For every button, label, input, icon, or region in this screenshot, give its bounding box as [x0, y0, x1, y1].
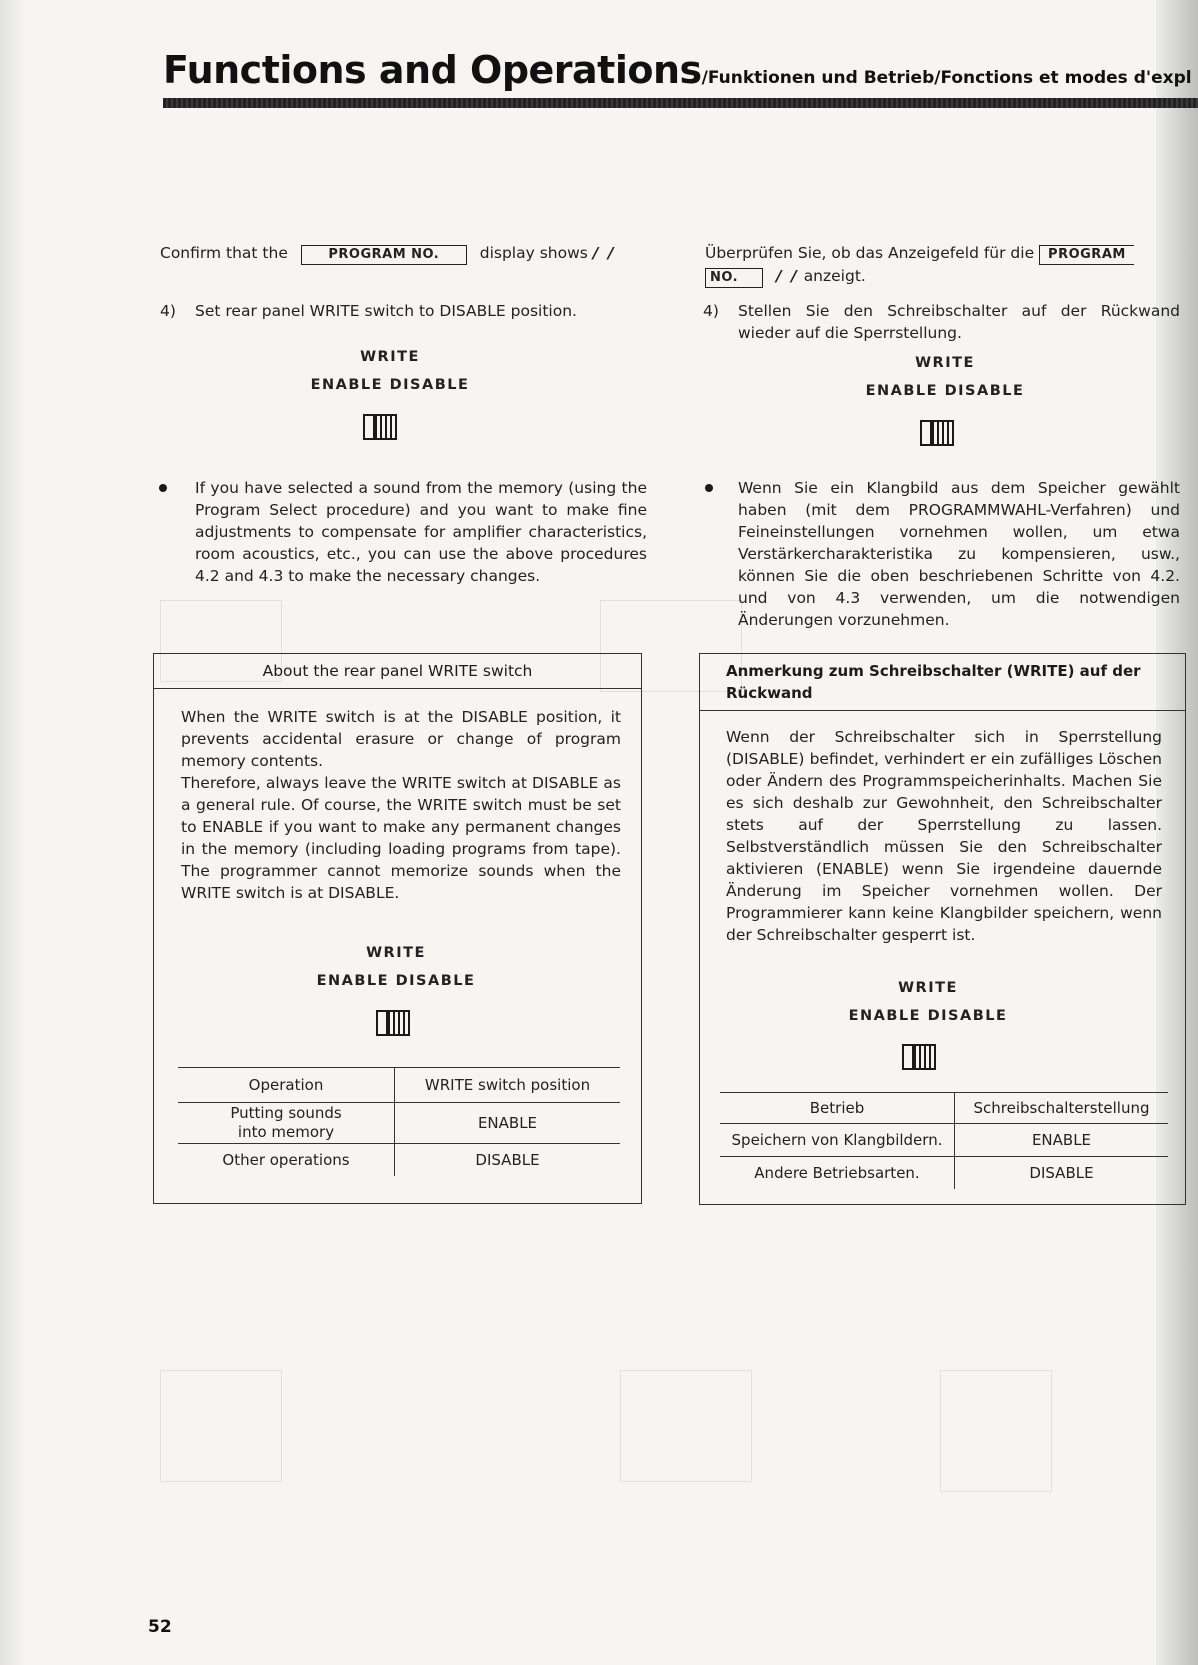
left-confirm-suffix: display shows [479, 244, 588, 262]
left-operation-table [178, 1067, 620, 1176]
table-header-row [720, 1093, 1168, 1124]
bleed-through-shape [620, 1370, 752, 1482]
right-box-header [700, 654, 1185, 711]
left-box-title: About the rear panel WRITE switch [262, 662, 533, 680]
right-step4-text: Stellen Sie den Schreibschalter auf der Rückwand wieder auf die Sperrstellung. [738, 302, 1180, 342]
table-header-schreibschalterstellung: Schreibschalterstellung [955, 1093, 1169, 1124]
right-confirm-suffix: anzeigt. [803, 267, 866, 285]
right-program-label: PROGRAM [1039, 245, 1134, 265]
table-header-position: WRITE switch position [395, 1068, 621, 1103]
left-box-para2: Therefore, always leave the WRITE switch at DISABLE as a general rule. Of course, the WRITE switch must be set to ENABLE if you want to make any permanent changes in the memory (including loading programs from tape). The programmer cannot memorize sounds when the WRITE switch is at DISABLE. [181, 774, 621, 902]
table-row [720, 1124, 1168, 1157]
right-operation-table [720, 1092, 1168, 1189]
left-switch-write-label: WRITE [360, 349, 420, 365]
right-bullet [705, 484, 713, 492]
table-cell-position: ENABLE [395, 1103, 621, 1144]
table-cell-operation: Speichern von Klangbildern. [720, 1124, 955, 1157]
right-display-slashes: / / [776, 267, 799, 285]
program-no-label: PROGRAM NO. [301, 245, 467, 265]
left-confirm-line [160, 242, 616, 265]
left-bullet-text: If you have selected a sound from the memory (using the Program Select procedure) and you want to make fine adjustments to compensate for amplifier characteristics, room acoustics, etc., you can use the above procedures 4.2 and 4.3 to make the necessary changes. [195, 479, 647, 585]
table-cell-position: DISABLE [955, 1157, 1169, 1190]
page-left-edge [0, 0, 26, 1665]
left-box-header [154, 654, 641, 689]
right-program-no-label: NO. [705, 268, 763, 288]
left-bullet [159, 484, 167, 492]
left-write-switch-box [153, 653, 642, 1204]
table-header-row [178, 1068, 620, 1103]
table-row [178, 1103, 620, 1144]
left-confirm-prefix: Confirm that the [160, 244, 288, 262]
bleed-through-shape [160, 1370, 282, 1482]
bleed-through-shape [940, 1370, 1052, 1492]
table-cell-position: ENABLE [955, 1124, 1169, 1157]
right-write-switch [920, 420, 954, 446]
right-box-switch-states-label: ENABLE DISABLE [848, 1008, 1008, 1024]
right-box-title: Anmerkung zum Schreibschalter (WRITE) auf der Rückwand [726, 662, 1141, 702]
table-header-betrieb: Betrieb [720, 1093, 955, 1124]
right-confirm-line [705, 242, 1190, 288]
right-write-switch-box [699, 653, 1186, 1205]
page-header [163, 48, 1192, 92]
table-cell-operation: Andere Betriebsarten. [720, 1157, 955, 1190]
header-rule [163, 98, 1198, 108]
left-box-switch-states-label: ENABLE DISABLE [316, 973, 476, 989]
right-box-write-switch [902, 1044, 936, 1070]
table-row [720, 1157, 1168, 1190]
left-step4-text: Set rear panel WRITE switch to DISABLE position. [195, 302, 577, 320]
right-bullet-text: Wenn Sie ein Klangbild aus dem Speicher gewählt haben (mit dem PROGRAMMWAHL-Verfahren) und Feineinstellungen vornehmen wollen, um etwa Verstärkercharakteristika zu kompensieren, usw., können Sie die oben beschriebenen Schritte von 4.2. und von 4.3 verwenden, um die notwendigen Änderungen vorzunehmen. [738, 479, 1180, 629]
table-cell-position: DISABLE [395, 1144, 621, 1177]
right-switch-states-label: ENABLE DISABLE [865, 383, 1025, 399]
display-slashes: / / [592, 244, 616, 262]
left-box-write-switch [376, 1010, 410, 1036]
header-subtitle: /Funktionen und Betrieb/Fonctions et modes d'expl [701, 68, 1192, 88]
table-cell-operation: Putting sounds into memory [178, 1103, 395, 1144]
table-header-operation: Operation [178, 1068, 395, 1103]
left-write-switch [363, 414, 397, 440]
right-box-switch-write-label: WRITE [898, 980, 958, 996]
table-cell-operation: Other operations [178, 1144, 395, 1177]
right-switch-write-label: WRITE [915, 355, 975, 371]
table-row [178, 1144, 620, 1177]
page-number: 52 [148, 1617, 172, 1637]
left-box-para1: When the WRITE switch is at the DISABLE position, it prevents accidental erasure or change of program memory contents. [181, 708, 621, 770]
left-box-switch-write-label: WRITE [366, 945, 426, 961]
left-step4-number: 4) [160, 302, 176, 320]
left-switch-states-label: ENABLE DISABLE [310, 377, 470, 393]
right-confirm-prefix: Überprüfen Sie, ob das Anzeigefeld für die [705, 244, 1035, 262]
header-title: Functions and Operations [163, 48, 702, 92]
right-box-para: Wenn der Schreibschalter sich in Sperrstellung (DISABLE) befindet, verhindert er ein zufälliges Löschen oder Ändern des Programmspeicherinhalts. Machen Sie es sich deshalb zur Gewohnheit, den Schreibschalter stets auf der Sperrstellung zu lassen. Selbstverständlich müssen Sie den Schreibschalter aktivieren (ENABLE) wenn Sie irgendeine dauernde Änderung im Speicher vornehmen wollen. Der Programmierer kann keine Klangbilder speichern, wenn der Schreibschalter gesperrt ist. [726, 728, 1162, 944]
right-step4-number: 4) [703, 302, 719, 320]
